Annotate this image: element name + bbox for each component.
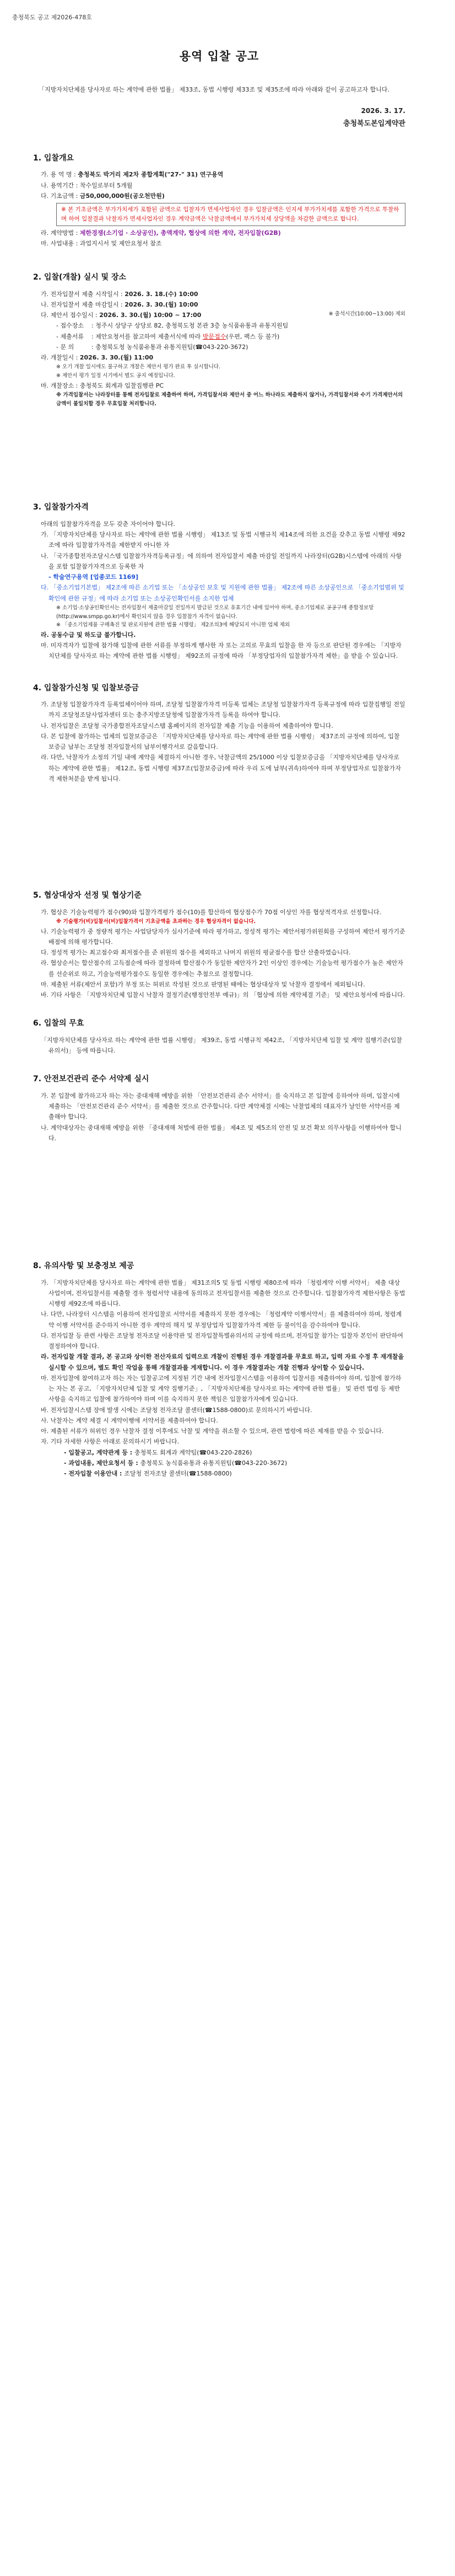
contact-task: - 과업내용, 제안요청서 등 : 충청북도 농식품유통과 유통지원팀(☎043-220-3672) [64,1459,288,1467]
item: 나. 「국가종합전자조달시스템 입찰참가자격등록규정」에 의하여 전자입찰서 제출 마감일 전일까지 나라장터(G2B)시스템에 아래의 사항을 포함 입찰참가자격으로 등록한 자 [41,552,402,570]
note: ※ 「중소기업제품 구매촉진 및 판로지원에 관한 법률 시행령」 제2조의3에 해당되지 아니한 업체 제외 [56,622,290,629]
section-notes [33,1259,405,1479]
section-title: 6. 입찰의 무효 [33,1019,84,1028]
item: 가. 협상은 기술능력평가 점수(90)와 입찰가격평가 점수(10)를 합산하여 협상점수가 70점 이상인 자를 협상적격자로 선정합니다. [41,908,382,916]
section-bid-schedule [33,271,405,408]
contact-eprocurement: - 전자입찰 이용안내 : 조달청 전자조달 콜센터(☎1588-0800) [64,1470,232,1478]
item: 나. 용역기간 : 착수일로부터 5개월 [41,181,133,189]
section-title: 1. 입찰개요 [33,153,74,163]
item: 다. 제안서 접수일시 : 2026. 3. 30.(월) 10:00 ~ 17:00 ※ 출석시간(10:00~13:00) 제외 [41,311,405,319]
item: 마. 제출된 서류(제안서 포함)가 부정 또는 허위로 작성된 것으로 판명된 때에는 협상대상자 및 낙찰자 결정에서 제외됩니다. [41,980,365,988]
section-title: 8. 유의사항 및 보충정보 제공 [33,1262,134,1271]
item: 가. 본 입찰에 참가하고자 하는 자는 중대재해 예방을 위한 「안전보건관리 준수 서약서」를 숙지하고 본 입찰에 응하여야 하며, 입찰시에 제출하는 「안전보건관리 준수 서약서」를 제출한 것으로 간주합니다. 다만 계약체결 시에는 낙찰업체의 대표자가 날인한 서약서를 제출해야 합니다. [41,1092,400,1121]
notice-number: 충청북도 공고 제2026-478호 [12,14,92,21]
section-invalid-bid [33,1017,405,1056]
item: 마. 미자격자가 입찰에 참가해 입찰에 관한 서류를 부정하게 행사한 자 또는 고의로 무효의 입찰을 한 자 등으로 판단된 경우에는 「지방자치단체를 당사자로 하는 계약에 관한 법률 시행령」 제92조의 규정에 따라 「부정당업자의 입찰참가자격 제한」을 받을 수 있습니다. [41,642,402,660]
item: 마. 개찰장소 : 충청북도 회계과 입찰집행관 PC [41,382,164,389]
note: ※ 기술평가(비)입찰서(비)입찰가격이 기초금액을 초과하는 경우 협상자격이 없습니다. [56,918,256,925]
item: 바. 기타 사항은 「지방자치단체 입찰시 낙찰자 결정기준(행정안전부 예규)」의 「협상에 의한 계약체결 기준」 및 제안요청서에 따릅니다. [41,991,405,999]
section-title: 2. 입찰(개찰) 실시 및 장소 [33,273,127,282]
note: ※ 소기업·소상공인확인서는 전자입찰서 제출마감일 전일까지 발급된 것으로 유효기간 내에 있어야 하며, 중소기업체로 공공구매 종합정보망(http://www.smpp.go.kr)에서 확인되지 않을 경우 입찰참가 자격이 없습니다. [56,604,374,620]
vat-note: ※ 본 기초금액은 부가가치세가 포함된 금액으로 입찰자가 면세사업자인 경우 입찰금액은 인지세 부가가치세를 포함한 가격으로 투찰하며 하여 입찰결과 낙찰자가 면세사업자인 경우 계약금액은 낙찰금액에서 부가가치세 상당액을 차감한 금액으로 합니다. [56,203,405,226]
item: 다. 정성적 평가는 최고점수와 최저점수를 준 위원의 점수를 제외하고 나머지 위원의 평균점수를 합산 산출하였습니다. [41,949,351,957]
contact: - 문 의 : 충청북도청 농식품유통과 유통지원팀(☎043-220-3672) [56,343,248,351]
item: 가. 용 역 명 : 충청북도 박거리 제2차 종합계획("27-" 31) 연구용역 [41,171,224,179]
page-title: 용역 입찰 공고 [179,50,259,63]
item: 마. 전자입찰에 참여하고자 하는 자는 입찰공고에 지정된 기간 내에 전자입찰시스템을 이용하여 입찰서를 제출하여야 하며, 입찰에 참가하는 자는 본 공고, 「지방자치단체 입찰 및 계약 집행기준」, 「지방자치단체를 당사자로 하는 계약에 관한 법률」 및 관련 법령 등 제반 사항을 숙지하고 입찰에 참가하여야 하며 이를 숙지하지 못한 책임은 입찰참가자에게 있습니다. [41,1374,402,1403]
item: 나. 계약대상자는 중대재해 예방을 위한 「중대재해 처벌에 관한 법률」 제4조 및 제5조의 안전 및 보건 확보 의무사항을 이행하여야 합니다. [41,1124,402,1142]
note: ※ 가격입찰서는 나라장터를 통해 전자입찰로 제출하여 하며, 가격입찰서와 제안서 중 어느 하나라도 제출하지 않거나, 가격입찰서와 수기 가격제안서의 금액이 불일치할 경우 무효입찰 처리합니다. [56,392,403,407]
item: 「지방자치단체를 당사자로 하는 계약에 관한 법률 시행령」 제39조, 동법 시행규칙 제42조, 「지방자치단체 입찰 및 계약 집행기준(입찰유의서)」 등에 따릅니다. [41,1036,403,1055]
item: 나. 전자입찰은 조달청 국가종합전자조달시스템 홈페이지의 전자입찰 제출 기능을 이용하여 제출하여야 합니다. [41,722,333,729]
issuer: 충청북도본입계약관 [343,120,405,128]
item: 라. 협상순서는 합산점수의 고득점순에 따라 결정하며 합산점수가 동일한 제안자가 2인 이상인 경우에는 기술능력 평가점수가 높은 제안자를 선순위로 하고, 기술능력평가점수도 동일한 경우에는 추첨으로 결정합니다. [41,959,403,978]
note: ※ 오기 개찰 일시에도 불구하고 개찰은 제안서 평가 완료 후 실시합니다. [56,364,221,371]
item: 나. 전자입찰서 제출 마감일시 : 2026. 3. 30.(월) 10:00 [41,300,198,308]
section-title: 7. 안전보건관리 준수 서약제 실시 [33,1075,149,1084]
section-title: 5. 협상대상자 선정 및 협상기준 [33,891,142,900]
item: 아. 제출된 서류가 허위인 경우 낙찰자 결정 이후에도 낙찰 및 계약을 취소할 수 있으며, 관련 법령에 따른 제재를 받을 수 있습니다. [41,1427,384,1435]
intro [33,84,405,131]
item: 라. 계약방법 : 제한경쟁(소기업 · 소상공인), 총액계약, 협상에 의한 계약, 전자입찰(G2B) [41,229,281,237]
section-overview [33,152,405,249]
submit-method: - 제출서류 : 제안요청서를 참고하여 제출서식에 따라 방문접수(우편, 팩스 등 불가) [56,332,280,340]
item: 다. 본 입찰에 참가하는 업체의 입찰보증금은 「지방자치단체를 당사자로 하는 계약에 관한 법률 시행령」 제37조의 규정에 의하여, 입찰보증금 납부는 조달청 전자입찰서의 납부이행각서로 갈음합니다. [41,732,400,751]
section-negotiation [33,889,405,1000]
item: 가. 전자입찰서 제출 시작일시 : 2026. 3. 18.(수) 10:00 [41,290,198,298]
item: 다. 「중소기업기본법」 제2조에 따른 소기업 또는 「소상공인 보호 및 지원에 관한 법률」 제2조에 따른 소상공인으로 「중소기업범위 및 확인에 관한 규정」에 따라 소기업 또는 소상공인확인서를 소지한 업체 [41,584,404,602]
submit-place: - 접수장소 : 청주시 상당구 상당로 82, 충청북도청 본관 3층 농식품유통과 유통지원팀 [56,322,289,330]
item: 라. 다만, 낙찰자가 소정의 기일 내에 계약을 체결하지 아니한 경우, 낙찰금액의 25/1000 이상 입찰보증금을 「지방자치단체를 당사자로 하는 계약에 관한 법률」 제12조, 동법 시행령 제37조(입찰보증금)에 따라 우리 도에 납부(귀속)하여야 하며 부정당업자로 입찰참가자격 제한처분을 받게 됩니다. [41,754,401,782]
item: 라. 전자입찰 개찰 결과, 본 공고와 상이한 전산자료의 입력으로 개찰이 진행된 경우 개찰결과를 무효로 하고, 입력 자료 수정 후 재개찰을 실시할 수 있으며, 별도 확인 작업을 통해 개찰결과를 게재합니다. 이 경우 개찰결과는 개찰 진행과 상이할 수 있습니다. [41,1353,404,1371]
section-title: 4. 입찰참가신청 및 입찰보증금 [33,683,139,693]
item: 마. 사업내용 : 과업지시서 및 제안요청서 참조 [41,239,162,247]
note: ※ 제안서 평가 일정 시기에서 별도 공지 예정입니다. [56,373,175,379]
item: 나. 다만, 나라장터 시스템을 이용하여 전자입찰로 서약서를 제출하지 못한 경우에는 「청렴계약 이행서약서」를 제출하여야 하며, 청렴계약 이행 서약서를 준수하지 아니한 경우 계약의 해지 및 부정당업자 입찰참가자격 제한 등 불이익을 감수하여야 합니다. [41,1311,402,1329]
section-eligibility [33,501,405,661]
section-title: 3. 입찰참가자격 [33,503,89,512]
item: 가. 「지방자치단체를 당사자로 하는 계약에 관한 법률 시행령」 제13조 및 동법 시행규칙 제14조에 의한 요건을 갖추고 동법 시행령 제92조에 따라 입찰참가자격을 제한받지 아니한 자 [41,531,405,549]
section-bid-registration [33,681,405,785]
notice-date: 2026. 3. 17. [361,107,405,115]
item: 다. 전자입찰 등 관련 사항은 조달청 전자조달 이용약관 및 전자입찰특별유의서의 규정에 따르며, 전자입찰 참가는 입찰자 본인이 판단하여 결정하여야 합니다. [41,1332,403,1350]
section-safety-pledge [33,1072,405,1144]
item: 나. 기술능력평가 중 정량적 평가는 사업담당자가 심사기준에 따라 평가하고, 정성적 평가는 제안서평가위원회를 구성하여 제안서 평가기준 배점에 의해 평가합니다. [41,927,405,946]
item: 가. 조달청 입찰참가자격 등록업체이어야 하며, 조달청 입찰참가자격 미등록 업체는 조달청 입찰참가자격 등록규정에 따라 입찰집행일 전일까지 조달청조달사업자센터 또는 충주지방조달청에 입찰참가자격 등록을 하여야 합니다. [41,701,405,719]
item: 사. 낙찰자는 계약 체결 시 계약이행에 서약서를 제출하여야 합니다. [41,1416,218,1424]
contact-bid: - 입찰공고, 계약관계 등 : 충청북도 회계과 계약팀(☎043-220-2826) [64,1448,252,1456]
industry-code: - 학술연구용역 [업종코드 1169] [48,573,138,581]
lead: 아래의 입찰참가자격을 모두 갖춘 자이어야 합니다. [41,520,176,528]
item: 가. 「지방자치단체를 당사자로 하는 계약에 관한 법률」 제31조의5 및 동법 시행령 제80조에 따라 「청렴계약 이행 서약서」 제출 대상 사업이며, 전자입찰서를 제출할 경우 청렴서약 내용에 동의하고 전자입찰서를 제출한 것으로 간주합니다. 입찰참가자격 제한사항은 동법 시행령 제92조에 따릅니다. [41,1279,405,1308]
item: 바. 전자입찰시스템 장애 발생 시에는 조달청 전자조달 콜센터(☎1588-0800)로 문의하시기 바랍니다. [41,1406,312,1414]
item: 라. 개찰일시 : 2026. 3. 30.(월) 11:00 [41,354,154,362]
item: 라. 공동수급 및 하도급 불가합니다. [41,631,136,638]
intro-text: 「지방자치단체를 당사자로 하는 계약에 관한 법률」 제33조, 동법 시행령 제33조 및 제35조에 따라 아래와 같이 공고하고자 합니다. [39,85,389,93]
item: 자. 기타 자세한 사항은 아래로 문의하시기 바랍니다. [41,1438,180,1446]
item: 다. 기초금액 : 금50,000,000원(공오천만원) [41,192,165,200]
